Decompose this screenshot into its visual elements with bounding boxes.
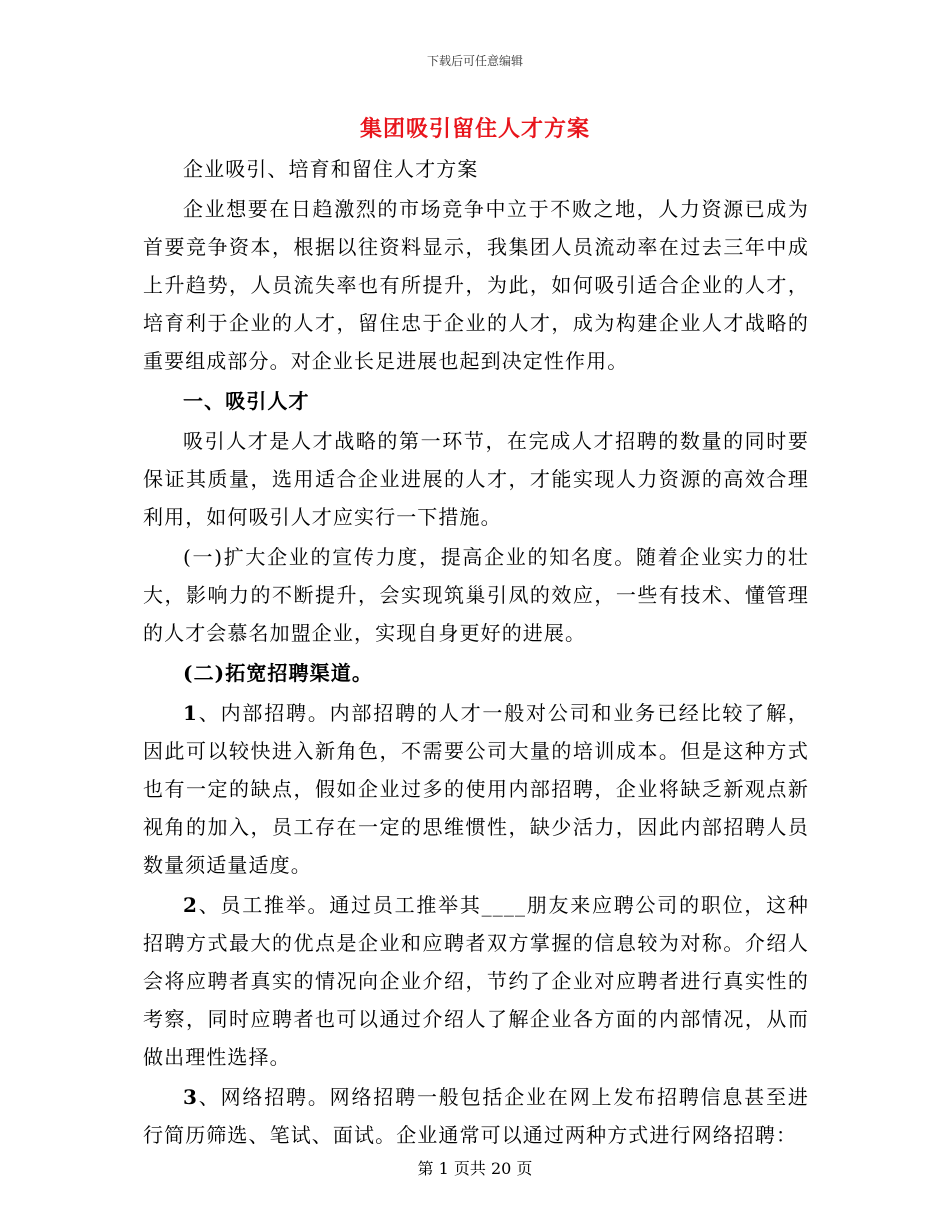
- paragraph-attract: 吸引人才是人才战略的第一环节，在完成人才招聘的数量的同时要保证其质量，选用适合企业进展的人才，才能实现人力资源的高效合理利用，如何吸引人才应实行一下措施。: [143, 429, 809, 529]
- item-number: 1: [183, 701, 199, 725]
- sub-heading-channels: (二)拓宽招聘渠道。: [183, 661, 373, 685]
- paragraph-online-recruit: [143, 1078, 809, 1154]
- paragraph-intro: 企业想要在日趋激烈的市场竞争中立于不败之地，人力资源已成为首要竞争资本，根据以往资料显示，我集团人员流动率在过去三年中成上升趋势，人员流失率也有所提升，为此，如何吸引适合企业的人才，培育利于企业的人才，留住忠于企业的人才，成为构建企业人才战略的重要组成部分。对企业长足进展也起到决定性作用。: [143, 197, 809, 373]
- document-body: [143, 150, 809, 1156]
- header-note: 下载后可任意编辑: [426, 54, 523, 68]
- document-title: 集团吸引留住人才方案: [359, 116, 590, 142]
- item-text: 、网络招聘。网络招聘一般包括企业在网上发布招聘信息甚至进行简历筛选、笔试、面试。企业通常可以通过两种方式进行网络招聘：: [143, 1085, 809, 1147]
- item-text: 、员工推举。通过员工推举其____朋友来应聘公司的职位，这种招聘方式最大的优点是企业和应聘者双方掌握的信息较为对称。介绍人会将应聘者真实的情况向企业介绍，节约了企业对应聘者进行真实性的考察，同时应聘者也可以通过介绍人了解企业各方面的内部情况，从而做出理性选择。: [143, 893, 809, 1069]
- paragraph-internal-recruit: [143, 694, 809, 884]
- item-number: 3: [183, 1085, 199, 1109]
- section-heading-attract: 一、吸引人才: [183, 389, 310, 413]
- item-number: 2: [183, 893, 199, 917]
- paragraph-publicity: (一)扩大企业的宣传力度，提高企业的知名度。随着企业实力的壮大，影响力的不断提升，会实现筑巢引凤的效应，一些有技术、懂管理的人才会慕名加盟企业，实现自身更好的进展。: [143, 545, 809, 645]
- paragraph-referral: [143, 886, 809, 1076]
- page-footer: 第 1 页共 20 页: [417, 1159, 533, 1178]
- paragraph-subtitle: 企业吸引、培育和留住人才方案: [183, 157, 479, 181]
- item-text: 、内部招聘。内部招聘的人才一般对公司和业务已经比较了解，因此可以较快进入新角色，不需要公司大量的培训成本。但是这种方式也有一定的缺点，假如企业过多的使用内部招聘，企业将缺乏新观点新视角的加入，员工存在一定的思维惯性，缺少活力，因此内部招聘人员数量须适量适度。: [143, 701, 809, 877]
